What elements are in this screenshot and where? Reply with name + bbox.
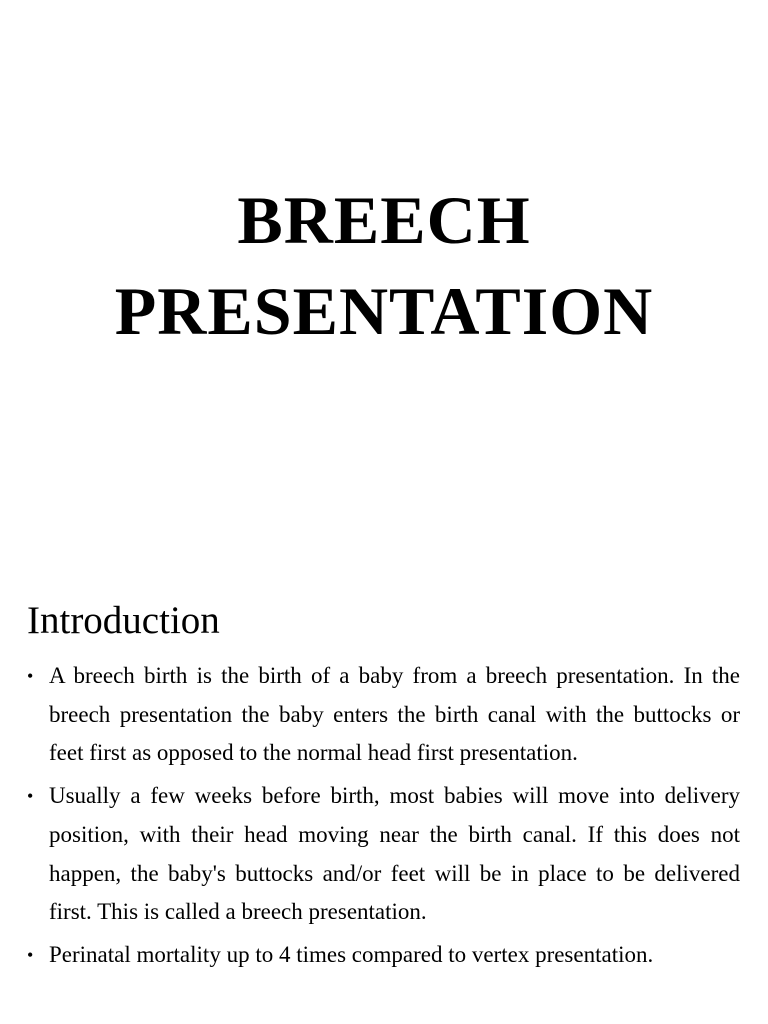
section-heading: Introduction bbox=[27, 599, 220, 642]
bullet-text: A breech birth is the birth of a baby from a breech presentation. In the breech presentation the baby enters the birth canal with the buttocks or feet first as opposed to the normal head first presentation. bbox=[49, 663, 740, 766]
bullet-list bbox=[0, 657, 768, 979]
bullet-marker: • bbox=[27, 786, 34, 807]
bullet-text: Perinatal mortality up to 4 times compared to vertex presentation. bbox=[49, 941, 654, 967]
bullet-text: Usually a few weeks before birth, most babies will move into delivery position, with their head moving near the birth canal. If this does not happen, the baby's buttocks and/or feet will be in place to be delivered first. This is called a breech presentation. bbox=[49, 783, 740, 925]
slide-title-line-1: BREECH bbox=[237, 182, 531, 258]
bullet-item bbox=[0, 936, 768, 975]
bullet-marker: • bbox=[27, 666, 34, 686]
slide-title-line-2: PRESENTATION bbox=[114, 273, 654, 349]
bullet-marker: • bbox=[27, 944, 34, 965]
content-slide bbox=[0, 560, 768, 1024]
bullet-item bbox=[0, 657, 768, 773]
bullet-item bbox=[0, 777, 768, 932]
